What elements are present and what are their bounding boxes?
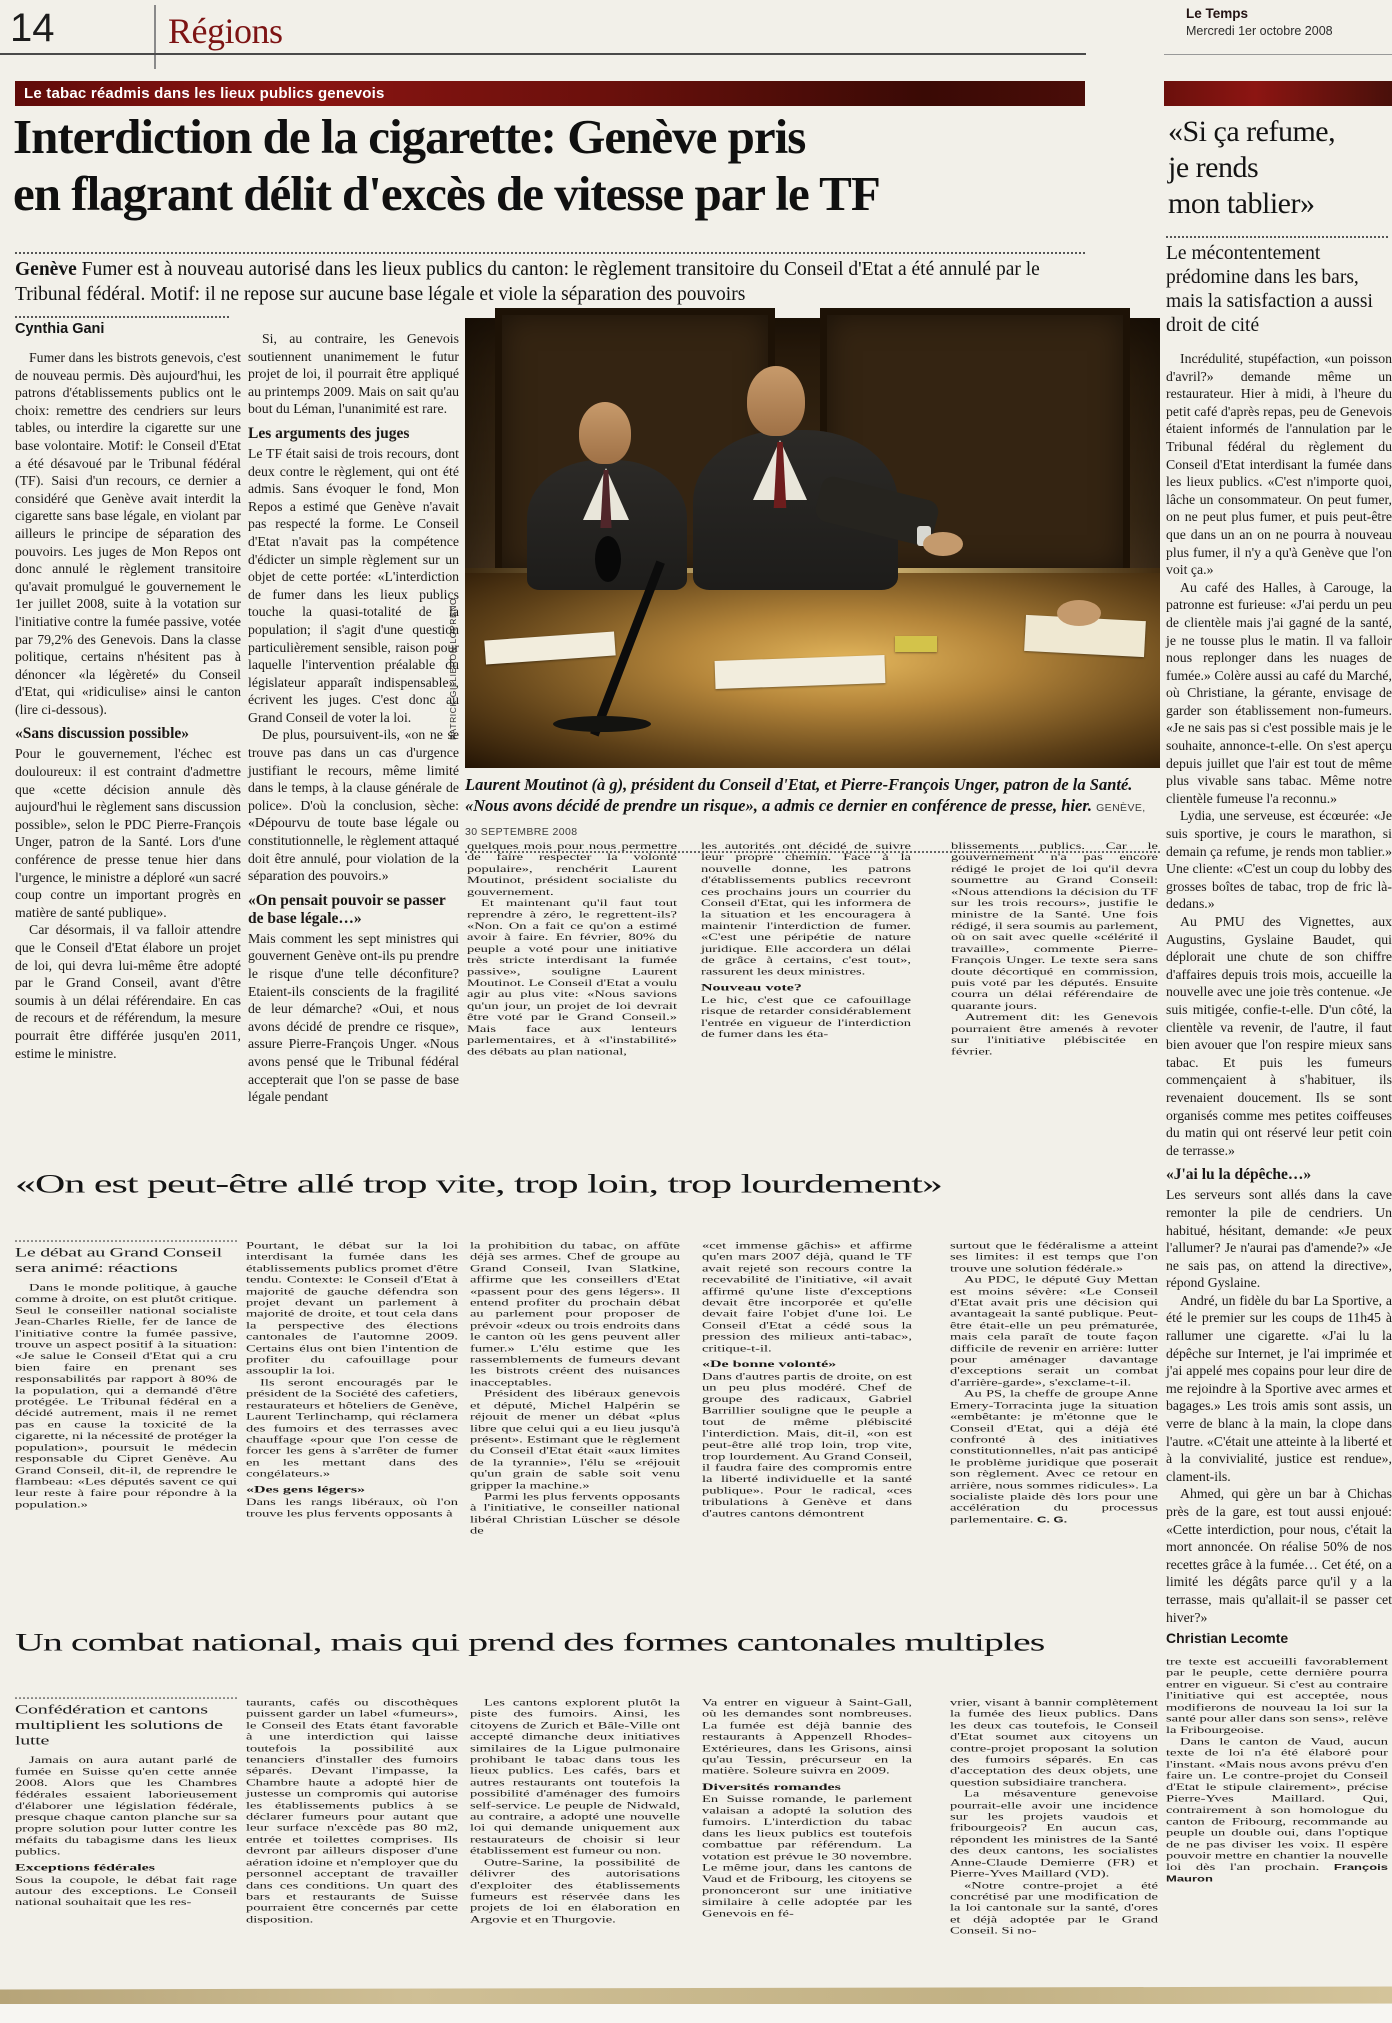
article-column	[702, 1240, 912, 1621]
paragraph: vrier, visant à bannir complètement la fumée des lieux publics. Dans les deux cas toutefois, le Conseil d'Etat soumet aux citoyens un contre-projet proposant la solution des fumoirs séparés. En cas d'acceptation des deux objets, une question subsidiaire tranchera.	[950, 1698, 1158, 1788]
sidebar-headline-line: mon tablier»	[1168, 187, 1315, 220]
photo-credit: PATRICK GILLIERON LOPRENO	[448, 597, 458, 740]
paragraph: surtout que le fédéralisme a atteint ses limites: il est temps que l'on trouve une solution fédérale.»	[950, 1241, 1158, 1274]
article-column	[950, 1240, 1158, 1621]
article-column	[950, 1697, 1158, 1993]
kicker-banner: Le tabac réadmis dans les lieux publics genevois	[15, 81, 1085, 106]
paragraph: Dans les rangs libéraux, où l'on trouve les plus fervents opposants à	[246, 1497, 458, 1519]
paragraph: Dans le canton de Vaud, aucun texte de loi n'a été élaboré pour l'instant. «Mais nous avons prévu d'en faire un. Le contre-projet du Conseil d'Etat le stipule clairement», précise Pierre-Yves Maillard. Qui, contrairement à son homologue du canton de Fribourg, recommande au peuple un double oui, dans l'optique de ne pas diviser les voix. Il espère pouvoir mettre en chantier la nouvelle loi dès l'an prochain. François Mauron	[1166, 1737, 1388, 1884]
paragraph: Lydia, une serveuse, est écœurée: «Je suis sportive, je cours le marathon, si demain ça refume, je rends mon tablier.» Une cliente: «C'est un coup du lobby des grosses boîtes de tabac, trop de fric là-dedans.»	[1166, 808, 1392, 912]
author-signature: C. G.	[1033, 1514, 1068, 1525]
article-column	[951, 841, 1158, 1160]
paragraph: Les serveurs sont allés dans la cave remonter la pile de cendriers. Un habitué, hésitant, demande: «Je peux l'allumer? Je n'aurai pas d'amende?» «Je ne sais pas, on attend la directive», répond Gyslaine.	[1166, 1187, 1392, 1291]
paragraph: La mésaventure genevoise pourrait-elle avoir une incidence sur les projets vaudois et fribourgeois? En aucun cas, répondent les ministres de la Santé des deux cantons, les socialistes Anne-Claude Demierre (FR) et Pierre-Yves Maillard (VD).	[950, 1789, 1158, 1880]
masthead-rule-right	[1164, 54, 1392, 55]
column-subhead: Exceptions fédérales	[15, 1862, 155, 1873]
lead-headline-line1: Interdiction de la cigarette: Genève pris	[13, 109, 806, 164]
dotted-rule	[1166, 236, 1388, 238]
column-subhead: «Sans discussion possible»	[15, 725, 190, 743]
dotted-rule	[15, 252, 1085, 254]
paragraph: Mais comment les sept ministres qui gouvernent Genève ont-ils pu prendre le risque d'une telle déconfiture? Etaient-ils conscients de la fragilité de leur démarche? «Oui, et nous avons décidé de prendre ce risque», assure Pierre-François Unger. «Nous avons pensé que le Tribunal fédéral accepterait que l'on se passe de base légale pendant	[248, 930, 459, 1105]
hand	[923, 532, 963, 556]
paragraph: Autrement dit: les Genevois pourraient être amenés à revoter sur l'initiative plébiscitée en février.	[951, 1012, 1158, 1057]
paragraph: Va entrer en vigueur à Saint-Gall, où les demandes sont nombreuses. La fumée est déjà bannie des restaurants à Appenzell Rhodes-Extérieures, dans les Grisons, ainsi qu'au Tessin, précurseur en la matière. Soleure suivra en 2009.	[702, 1698, 912, 1777]
paragraph: Dans le monde politique, à gauche comme à droite, on est plutôt critique. Seul le conseiller national socialiste Jean-Charles Rielle, fer de lance de l'initiative contre la fumée passive, trouve un aspect positif à la situation: «Je salue le Conseil d'Etat qui a cru bien faire en prenant ses responsabilités par rapport à 80% de la population, qui a demandé d'être protégée. Le Tribunal fédéral en a décidé autrement, mais il ne remet pas en cause la toxicité de la cigarette, ni la nécessité de protéger la population», poursuit le médecin responsable du Cipret Genève. Au Grand Conseil, dit-il, de reprendre le flambeau: «Les députés savent ce qui leur reste à faire pour répondre à la population.»	[15, 1283, 237, 1510]
lead-deck	[15, 258, 1079, 307]
photo-dateline: GENÈVE, 30 SEPTEMBRE 2008	[465, 802, 1146, 838]
article-column	[15, 349, 241, 1162]
section-title: Régions	[168, 11, 283, 51]
reactions-intro-title: Le débat au Grand Conseil sera animé: réactions	[15, 1245, 222, 1276]
paragraph: Car désormais, il va falloir attendre que le Conseil d'Etat élabore un projet de loi, qui devra lui-même être adopté par le Grand Conseil, avant d'être soumis à un délai référendaire. En cas de recours et de référendum, la mesure pourrait être différée jusqu'en 2011, estime le ministre.	[15, 922, 241, 1061]
paragraph: Pour le gouvernement, l'échec est douloureux: il est contraint d'admettre que «cette décision annule dès aujourd'hui le règlement sans discussion possible», selon le PDC Pierre-François Unger, patron de la Santé. Lors d'une conférence de presse tenue hier dans l'urgence, le ministre a déploré «un sacré coup contre un important progrès en matière de santé publique».	[15, 746, 241, 920]
sidebar-headline-line: je rends	[1168, 151, 1259, 184]
kicker-banner-right	[1164, 81, 1392, 106]
paragraph: blissements publics. Car le gouvernement n'a pas encore rédigé le projet de loi qu'il devra soumettre au Grand Conseil: «Nous attendions la décision du TF sur les trois recours», justifie le ministre de la Santé. Une fois rédigé, il sera soumis au parlement, où on sait avec quelle «célérité il travaille», commente Pierre-François Unger. Le texte sera sans doute décortiqué en commission, puis voté par les députés. Ensuite courra un délai référendaire de quarante jours.	[951, 841, 1158, 1012]
sidebar-headline-line: «Si ça refume,	[1168, 115, 1336, 148]
sidebar-deck: Le mécontentement prédomine dans les bars, mais la satisfaction a aussi droit de cité	[1166, 243, 1373, 336]
article-column	[470, 1240, 680, 1621]
article-column	[1166, 1657, 1388, 1994]
intro-column-body	[15, 1755, 237, 1909]
paragraph: Dans d'autres partis de droite, on est un peu plus modéré. Chef de groupe des radicaux, Gabriel Barrillier souligne que le peuple a tout de même plébiscité l'interdiction. Mais, dit-il, «on est peut-être allé trop loin, trop vite, trop lourdement. Au Grand Conseil, il faudra faire des compromis entre la liberté individuelle et la santé publique». Pour le radical, «ces tribulations à Genève et dans d'autres cantons démontrent	[702, 1371, 912, 1519]
article-column	[701, 841, 911, 1160]
column-subhead: «Des gens légers»	[246, 1484, 366, 1495]
paragraph: tre texte est accueilli favorablement par le peuple, cette dernière pourra entrer en vigueur. Si c'est au contraire l'initiative qui est acceptée, nous modifierons de nouveau la loi sur la santé pour aller dans son sens», relève la Fribourgeoise.	[1166, 1657, 1388, 1736]
paragraph: les autorités ont décidé de suivre leur propre chemin. Face à la nouvelle donne, les patrons d'établissements publics recevront ces prochains jours un courrier du Conseil d'Etat, qui les informera de la situation et les encouragera à maintenir l'interdiction de fumer. «C'est une péripétie de nature juridique. Elle accordera un délai de grâce à certains, c'est tout», rassurent les deux ministres.	[701, 841, 911, 978]
microphone	[595, 536, 621, 582]
paragraph: quelques mois pour nous permettre de faire respecter la volonté populaire», renchérit Laurent Moutinot, président socialiste du gouvernement.	[467, 841, 677, 898]
author-signature: Christian Lecomte	[1166, 1630, 1289, 1647]
lead-deck-text: Fumer est à nouveau autorisé dans les lieux publics du canton: le règlement transitoire du Conseil d'Etat a été annulé par le Tribunal fédéral. Motif: il ne repose sur aucune base légale et viole la séparation des pouvoirs	[15, 259, 1040, 305]
article-column	[246, 1697, 458, 1993]
masthead-divider	[154, 5, 156, 69]
article-column	[467, 841, 677, 1160]
paragraph: «Notre contre-projet a été concrétisé par une modification de la loi cantonale sur la santé, d'ores et déjà adoptée par le Grand Conseil. Si no-	[950, 1880, 1158, 1937]
scan-edge-margin	[0, 2004, 1392, 2023]
paragraph: Parmi les plus fervents opposants à l'initiative, le conseiller national libéral Christian Lüscher se désole de	[470, 1492, 680, 1537]
lead-headline	[13, 108, 1088, 222]
paper-date: Mercredi 1er octobre 2008	[1186, 24, 1333, 38]
dotted-rule	[15, 1697, 237, 1698]
paragraph: Le TF était saisi de trois recours, dont deux contre le règlement, qui ont été admis. Sans évoquer le fond, Mon Repos a estimé que Genève n'avait pas respecté la forme. Le Conseil d'Etat n'avait pas la compétence d'édicter un simple règlement sur un objet de cette portée: «L'interdiction de fumer dans les lieux publics touche la quasi-totalité de la population; il s'agit d'une question particulièrement sensible, raison pour laquelle l'intervention préalable du législateur apparaît indispensable», écrivent les juges. C'est donc au Grand Conseil de voter la loi.	[248, 445, 459, 725]
paper-name: Le Temps	[1186, 6, 1249, 21]
paragraph: En Suisse romande, le parlement valaisan a adopté la solution des fumoirs. L'interdiction du tabac dans les lieux publics est toutefois combattue par référendum. La votation est prévue le 30 novembre. Le même jour, dans les cantons de Vaud et de Fribourg, les citoyens se prononceront sur une initiative similaire à celle adoptée par les Genevois en fé-	[702, 1794, 912, 1919]
paragraph: Au café des Halles, à Carouge, la patronne est furieuse: «J'ai perdu un peu de clientèle mais j'ai gagné de la santé, je ne tousse plus le matin. Il va falloir nous replonger dans les nuages de fumée.» Colère aussi au café du Marché, où Christiane, la gérante, envisage de garder son établissement non-fumeurs. «Je ne sais pas si c'est possible mais je le souhaite, annonce-t-elle. On s'est aperçu depuis juillet que l'air est tout de même plus vivable sans tabac. Même notre clientèle fumeuse l'a reconnu.»	[1166, 579, 1392, 806]
paragraph: Ils seront encouragés par le président de la Société des cafetiers, restaurateurs et hôteliers de Genève, Laurent Terlinchamp, qui réclamera des fumoirs et des terrasses avec chauffage «pour que l'on cesse de forcer les gens à s'arrêter de fumer en les mettant dans des congélateurs.»	[246, 1377, 458, 1480]
photo-caption-text: Laurent Moutinot (à g), président du Conseil d'Etat, et Pierre-François Unger, patron de la Santé. «Nous avons décidé de prendre un risque», a admis ce dernier en conférence de presse, hier.	[465, 775, 1133, 815]
article-column	[470, 1697, 680, 1993]
column-subhead: «On pensait pouvoir se passer de base légale…»	[248, 891, 446, 927]
paragraph: Sous la coupole, le débat fait rage autour des exceptions. Le Conseil national souhaitait que les res-	[15, 1875, 237, 1908]
cantons-intro-title: Confédération et cantons multiplient les solutions de lutte	[15, 1703, 223, 1748]
microphone-base	[553, 716, 651, 732]
article-column	[248, 330, 459, 1162]
paragraph: De plus, poursuivent-ils, «on ne se trouve pas dans un cas d'urgence justifiant le recours, même limité dans le temps, à la clause générale de police». D'où la conclusion, sèche: «Dépourvu de toute base légale ou constitutionnelle, le règlement attaqué doit être annulé, pour violation de la séparation des pouvoirs.»	[248, 727, 459, 884]
lead-headline-line2: en flagrant délit d'excès de vitesse par le TF	[13, 166, 880, 221]
lead-underphoto-region	[465, 841, 1160, 1160]
reactions-headline: «On est peut-être allé trop vite, trop loin, trop lourdement»	[15, 1170, 942, 1199]
column-subhead: «J'ai lu la dépêche…»	[1166, 1166, 1312, 1184]
cantons-headline: Un combat national, mais qui prend des formes cantonales multiples	[15, 1628, 1045, 1656]
paragraph: Et maintenant qu'il faut tout reprendre à zéro, le regrettent-ils? «Non. On a fait ce qu'on a estimé avoir à faire. En février, 80% du peuple a voté pour une initiative très stricte interdisant la fumée passive», souligne Laurent Moutinot. Le Conseil d'Etat a voulu agir au plus vite: «Nous savions qu'un jour, un projet de loi devrait être voté par le Grand Conseil.» Mais face aux lenteurs parlementaires, et à «l'instabilité» des débats au plan national,	[467, 898, 677, 1057]
paragraph: Jamais on aura autant parlé de fumée en Suisse qu'en cette année 2008. Alors que les Chambres fédérales essaient laborieusement d'élaborer une législation fédérale, presque chaque canton planche sur sa propre solution pour lutter contre les méfaits du tabagisme dans les lieux publics.	[15, 1755, 237, 1857]
paper-sheet	[715, 655, 886, 689]
paragraph: Président des libéraux genevois et député, Michel Halpérin se réjouit de mener un débat «plus libre que celui qui a eu lieu jusqu'à présent». Estimant que le règlement du Conseil d'Etat était «aux limites de la tyrannie», l'élu se «réjouit qu'un grain de sable soit venu gripper la machine.»	[470, 1389, 680, 1491]
masthead-rule	[0, 53, 1086, 55]
paragraph: Fumer dans les bistrots genevois, c'est de nouveau permis. Dès aujourd'hui, les patrons d'établissements publics ont le choix: remettre des cendriers sur leurs tables, ou interdire la cigarette sur une base volontaire. Motif: le Conseil d'Etat a été désavoué par le Tribunal fédéral (TF). Saisi d'un recours, ce dernier a considéré que Genève avait interdit la cigarette sans base légale, en violant par ailleurs le principe de séparation des pouvoirs. Les juges de Mon Repos ont donc annulé le règlement transitoire qu'avait promulgué le gouvernement le 1er juillet 2008, suite à la votation sur l'initiative contre la fumée passive, votée par 79,2% des Genevois. Dans la classe politique, certains n'hésitent pas à dénoncer «la légèreté» du Conseil d'Etat, qui «ridiculise» ainsi le canton (lire ci-dessous).	[15, 350, 241, 717]
column-subhead: Nouveau vote?	[701, 982, 802, 993]
page-number: 14	[10, 6, 55, 50]
paragraph: Si, au contraire, les Genevois soutiennent unanimement le futur projet de loi, il pourrait être appliqué au printemps 2009. Mais on sait qu'au bout du Léman, l'unanimité est rare.	[248, 331, 459, 417]
byline: Cynthia Gani	[15, 321, 105, 337]
paragraph: Au PS, la cheffe de groupe Anne Emery-Torracinta juge la situation «embêtante: je m'étonne que le Conseil d'Etat, qui a déjà été confronté à des initiatives constitutionnelles, n'ait pas anticipé le problème juridique que poserait son règlement. Avec ce retour en arrière, nous sommes ridicules». La socialiste plaide dès lors pour une accélération du processus parlementaire. C. G.	[950, 1389, 1158, 1525]
column-subhead: Diversités romandes	[702, 1781, 841, 1793]
paragraph: Incrédulité, stupéfaction, «un poisson d'avril?» demande même un restaurateur. Hier à midi, à l'heure du petit café d'après repas, peu de Genevois étaient informés de l'annulation par le Tribunal fédéral du règlement du Conseil d'Etat interdisant la fumée dans les lieux publics. «C'est n'importe quoi, lâche un consommateur. On peut fumer, on ne peut plus fumer, et puis peut-être que dans un an on ne pourra à nouveau plus fumer, il n'y a qu'à Genève que l'on voit ça.»	[1166, 351, 1392, 578]
paragraph: Au PMU des Vignettes, aux Augustins, Gyslaine Baudet, qui déplorait une chute de son chiffre d'affaires depuis trois mois, accueille la nouvelle avec une joie très contenue. «Je suis mitigée, confie-t-elle. D'un côté, la clientèle va revenir, de l'autre, il faut bien avouer que l'on respire mieux sans tabac. Et puis les fumeurs commençaient à s'habituer, ils revenaient doucement. Ils se sont organisés comme mes petites coiffeuses du matin qui ont réservé leur petit coin de terrasse.»	[1166, 914, 1392, 1158]
paragraph: Pourtant, le débat sur la loi interdisant la fumée dans les établissements publics promet d'être tendu. Contexte: le Conseil d'Etat à majorité de gauche défendra son projet devant un parlement à majorité de droite, et tout cela dans la perspective des élections cantonales de l'automne 2009. Certains élus ont bien l'intention de profiter du cafouillage pour assouplir la loi.	[246, 1241, 458, 1377]
intro-column-body	[15, 1283, 237, 1511]
dotted-rule	[15, 1240, 237, 1241]
sidebar-headline	[1168, 114, 1392, 222]
article-column	[15, 1697, 237, 1993]
paragraph: Les cantons explorent plutôt la piste des fumoirs. Ainsi, les citoyens de Zurich et Bâle-Ville ont accepté dimanche deux initiatives similaires de la Ligue pulmonaire prohibant le tabac dans tous les lieux publics. Les cafés, bars et autres restaurants ont toutefois la possibilité d'aménager des fumoirs self-service. Le peuple de Nidwald, au contraire, a adopté une nouvelle loi qui demande uniquement aux restaurateurs de choisir si leur établissement est fumeur ou non.	[470, 1698, 680, 1857]
paragraph: Outre-Sarine, la possibilité de délivrer des autorisations d'exploiter des établissements fumeurs est réservée dans les projets de loi en élaboration en Argovie et en Thurgovie.	[470, 1857, 680, 1925]
paragraph: Le hic, c'est que ce cafouillage risque de retarder considérablement l'entrée en vigueur de l'interdiction de fumer dans les éta-	[701, 995, 911, 1040]
paragraph: la prohibition du tabac, on affûte déjà ses armes. Chef de groupe au Grand Conseil, Ivan Slatkine, affirme que les conseillers d'Etat «passent pour des gens légers». Il entend profiter du prochain débat au parlement pour proposer de prévoir «deux ou trois endroits dans le canton où les gens peuvent aller fumer.» L'élu estime que les rassemblements de fumeurs devant les bistrots créent des nuisances inacceptables.	[470, 1241, 680, 1388]
column-subhead: Les arguments des juges	[248, 424, 410, 442]
article-column	[246, 1240, 458, 1621]
paragraph: «cet immense gâchis» et affirme qu'en mars 2007 déjà, quand le TF avait rejeté son recours contre la recevabilité de l'initiative, «il avait affirmé qu'une liste d'exceptions devait être incorporée et qu'elle devait faire l'objet d'une loi. Le Conseil d'Etat a cédé sous la pression des milieux anti-tabac», critique-t-il.	[702, 1241, 912, 1354]
cantons-section	[0, 1628, 1392, 1992]
reactions-section	[0, 1166, 1392, 1624]
yellow-card	[895, 636, 937, 652]
dotted-rule	[15, 316, 229, 318]
column-subhead: «De bonne volonté»	[702, 1358, 837, 1370]
hand	[1057, 600, 1101, 626]
author-signature: François Mauron	[1166, 1862, 1388, 1884]
paragraph: Ahmed, qui gère un bar à Chichas près de la gare, est tout aussi enjoué: «Cette interdiction, pour nous, c'était la mort annoncée. On réalise 50% de nos recettes grâce à la fumée… Cet été, on a limité les dégâts parce qu'il y a la terrasse, mais qu'allait-il se passer cet hiver?»	[1166, 1486, 1392, 1625]
conference-photo	[465, 318, 1160, 768]
paragraph: André, un fidèle du bar La Sportive, a été le premier sur les coups de 11h45 à rallumer une cigarette. «J'ai lu la dépêche sur Internet, je l'ai imprimée et j'ai appelé mes copains pour leur dire de me rejoindre à la Sportive avec armes et bagages.» Les trois amis sont assis, un verre de blanc à la main, la clope dans l'autre. «C'était une atteinte à la liberté et à la convivialité, justice est rendue», clament-ils.	[1166, 1292, 1392, 1484]
paragraph: taurants, cafés ou discothèques puissent garder un label «fumeurs», le Conseil des Etats étant favorable à une interdiction qui laisse toutefois la possibilité aux tenanciers d'installer des fumoirs séparés. Devant l'impasse, la Chambre haute a adopté hier de justesse un compromis qui autorise les établissements publics à se déclarer fumeurs pour autant que leur surface n'excède pas 80 m2, entrée et toilettes comprises. Ils devront par ailleurs disposer d'une aération idoine et n'employer que du personnel acceptant de travailler dans ces conditions. Un quart des bars et restaurants de Suisse pourraient être concernés par cette disposition.	[246, 1698, 458, 1925]
article-column	[15, 1240, 237, 1621]
paragraph: Au PDC, le député Guy Mettan est moins sévère: «Le Conseil d'Etat avait pris une décision qui avantageait la santé publique. Peut-être était-elle un peu prématurée, mais cela paraît de toute façon difficile de revenir en arrière: lutter pour aménager davantage d'exceptions serait un combat d'arrière-garde», s'exclame-t-il.	[950, 1275, 1158, 1388]
article-column	[702, 1697, 912, 1993]
lead-deck-label: Genève	[15, 259, 77, 280]
